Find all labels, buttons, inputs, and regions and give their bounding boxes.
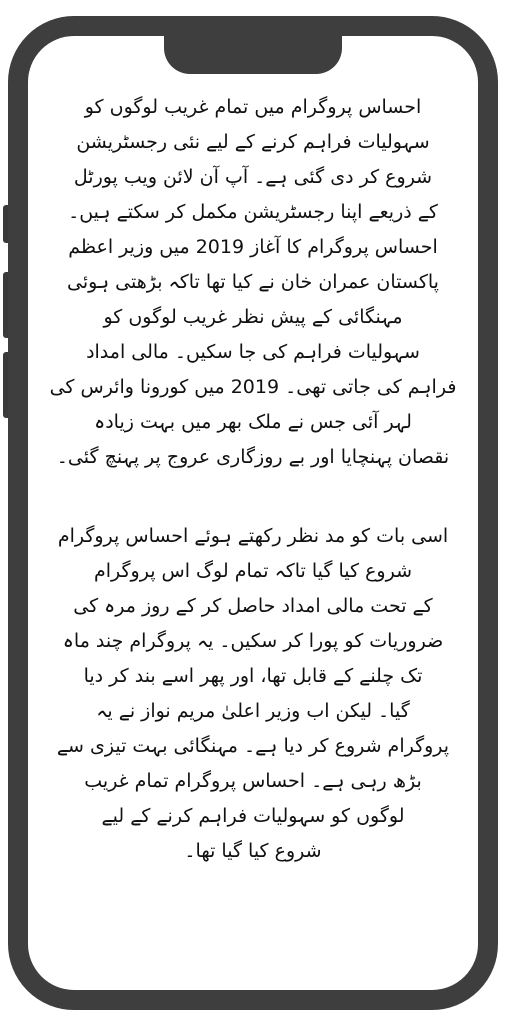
phone-frame bbox=[8, 16, 498, 1010]
phone-screen bbox=[36, 90, 470, 960]
article-paragraph-1: احساس پروگرام میں تمام غریب لوگوں کو سہولیات فراہم کرنے کے لیے نئی رجسٹریشن شروع کر دی گئی ہے۔ آپ آن لائن ویب پورٹل کے ذریعے اپنا رجسٹریشن مکمل کر سکتے ہیں۔ احساس پروگرام کا آغاز 2019 میں وزیر اعظم پاکستان عمران خان نے کیا تھا تاکہ بڑھتی ہوئی مہنگائی کے پیش نظر غریب لوگوں کو سہولیات فراہم کی جا سکیں۔ مالی امداد فراہم کی جاتی تھی۔ 2019 میں کورونا وائرس کی لہر آئی جس نے ملک بھر میں بہت زیادہ نقصان پہنچایا اور بے روزگاری عروج پر پہنچ گئی۔ bbox=[49, 96, 457, 468]
article-paragraph-2: اسی بات کو مد نظر رکھتے ہوئے احساس پروگرام شروع کیا گیا تاکہ تمام لوگ اس پروگرام کے تحت مالی امداد حاصل کر کے روز مرہ کی ضروریات کو پورا کر سکیں۔ یہ پروگرام چند ماہ تک چلنے کے قابل تھا، اور پھر اسے بند کر دیا گیا۔ لیکن اب وزیر اعلیٰ مریم نواز نے یہ پروگرام شروع کر دیا ہے۔ مہنگائی بہت تیزی سے بڑھ رہی ہے۔ احساس پروگرام تمام غریب لوگوں کو سہولیات فراہم کرنے کے لیے شروع کیا گیا تھا۔ bbox=[56, 525, 450, 862]
phone-notch bbox=[164, 34, 342, 74]
paragraph-spacer bbox=[36, 475, 470, 519]
